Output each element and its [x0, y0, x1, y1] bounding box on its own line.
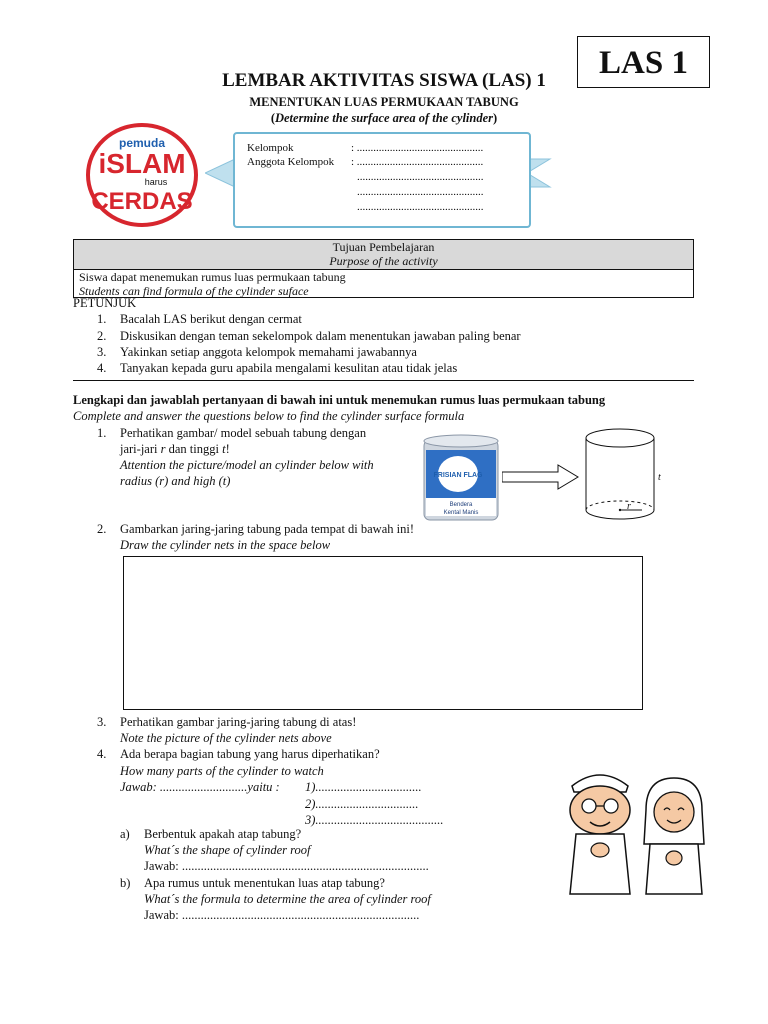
q2-text-en: Draw the cylinder nets in the space below	[120, 538, 331, 552]
group-info-box	[233, 132, 531, 228]
divider	[73, 380, 694, 381]
purpose-header-text: Tujuan Pembelajaran	[332, 240, 435, 254]
anggota-field-3[interactable]: ..............................................	[357, 186, 484, 198]
page-title: LEMBAR AKTIVITAS SISWA (LAS) 1	[222, 70, 546, 91]
instruction-item: Yakinkan setiap anggota kelompok memahami jawabannya	[120, 345, 417, 359]
logo-text-harus: harus	[144, 177, 168, 187]
qa-text: Berbentuk apakah atap tabung?	[144, 827, 302, 841]
purpose-header-en: Purpose of the activity	[329, 254, 438, 268]
arrow-right-icon	[502, 464, 580, 490]
q1-number: 1.	[97, 426, 107, 440]
qa-text-en: What´s the shape of cylinder roof	[144, 843, 311, 857]
q2-number: 2.	[97, 522, 107, 536]
muslim-kids-illustration	[550, 760, 718, 902]
kelompok-field[interactable]: : ..............................................	[351, 142, 484, 154]
q3-text-en: Note the picture of the cylinder nets above	[120, 731, 332, 745]
purpose-table	[73, 239, 694, 298]
qb-number: b)	[120, 876, 131, 890]
milk-can-image	[420, 432, 502, 524]
q3-text: Perhatikan gambar jaring-jaring tabung di atas!	[120, 715, 357, 729]
logo-text-pemuda: pemuda	[118, 136, 166, 150]
task-heading: Lengkapi dan jawablah pertanyaan di bawah ini untuk menemukan rumus luas permukaan tabung	[73, 393, 606, 407]
q4-text-en: How many parts of the cylinder to watch	[120, 764, 324, 778]
page-subtitle-en: (Determine the surface area of the cylinder)	[270, 111, 498, 125]
q4-answer-3[interactable]: 3).........................................	[305, 813, 444, 827]
qb-answer-field[interactable]: Jawab: ............................................................................	[144, 908, 420, 922]
q4-answer-1[interactable]: 1)..................................	[305, 780, 422, 794]
q4-answer-2[interactable]: 2).................................	[305, 797, 419, 811]
instruction-item: Tanyakan kepada guru apabila mengalami kesulitan atau tidak jelas	[120, 361, 458, 375]
q4-number: 4.	[97, 747, 107, 761]
page-subtitle: MENENTUKAN LUAS PERMUKAAN TABUNG	[249, 95, 519, 109]
task-heading-en: Complete and answer the questions below to find the cylinder surface formula	[73, 409, 465, 423]
cylinder-radius-label: r	[627, 501, 631, 512]
q4-text: Ada berapa bagian tabung yang harus diperhatikan?	[120, 747, 380, 761]
instructions-title: PETUNJUK	[73, 296, 137, 310]
can-label-1: Bendera	[449, 502, 473, 508]
q1-text-en-2: radius (r) and high (t)	[120, 474, 231, 488]
cylinder-height-label: t	[658, 472, 661, 483]
instruction-num: 2.	[97, 329, 107, 343]
can-label-2: Kental Manis	[443, 510, 479, 516]
purpose-text-en: Students can find formula of the cylinder suface	[79, 284, 309, 298]
instruction-num: 1.	[97, 312, 107, 326]
instruction-num: 3.	[97, 345, 107, 359]
purpose-header	[74, 240, 693, 270]
anggota-field-2[interactable]: ..............................................	[357, 171, 484, 183]
cylinder-diagram	[580, 424, 670, 528]
las-badge: LAS 1	[577, 36, 710, 88]
anggota-field-4[interactable]: ..............................................	[357, 201, 484, 213]
pemuda-islam-cerdas-logo	[86, 123, 198, 227]
qa-answer-field[interactable]: Jawab: ...............................................................................	[144, 859, 429, 873]
anggota-label: Anggota Kelompok	[247, 156, 335, 168]
anggota-field-1[interactable]: : ..............................................	[351, 156, 484, 168]
q1-text: Perhatikan gambar/ model sebuah tabung dengan	[120, 426, 367, 440]
logo-text-islam: iSLAM	[98, 148, 186, 179]
qb-text-en: What´s the formula to determine the area of cylinder roof	[144, 892, 431, 906]
q4-answer-field[interactable]: Jawab: ............................yaitu :	[120, 780, 280, 794]
instruction-item: Bacalah LAS berikut dengan cermat	[120, 312, 302, 326]
qa-number: a)	[120, 827, 130, 841]
q1-text-en: Attention the picture/model an cylinder below with	[120, 458, 374, 472]
qb-text: Apa rumus untuk menentukan luas atap tabung?	[144, 876, 385, 890]
kelompok-label: Kelompok	[247, 142, 294, 154]
drawing-area[interactable]	[123, 556, 643, 710]
can-brand-text: FRISIAN FLAG	[433, 472, 483, 479]
instruction-item: Diskusikan dengan teman sekelompok dalam menentukan jawaban paling benar	[120, 329, 521, 343]
q1-text-2: jari-jari r dan tinggi t!	[120, 442, 230, 456]
instruction-num: 4.	[97, 361, 107, 375]
q3-number: 3.	[97, 715, 107, 729]
purpose-text: Siswa dapat menemukan rumus luas permukaan tabung	[79, 270, 346, 284]
logo-text-cerdas: CERDAS	[91, 188, 193, 215]
q2-text: Gambarkan jaring-jaring tabung pada tempat di bawah ini!	[120, 522, 414, 536]
